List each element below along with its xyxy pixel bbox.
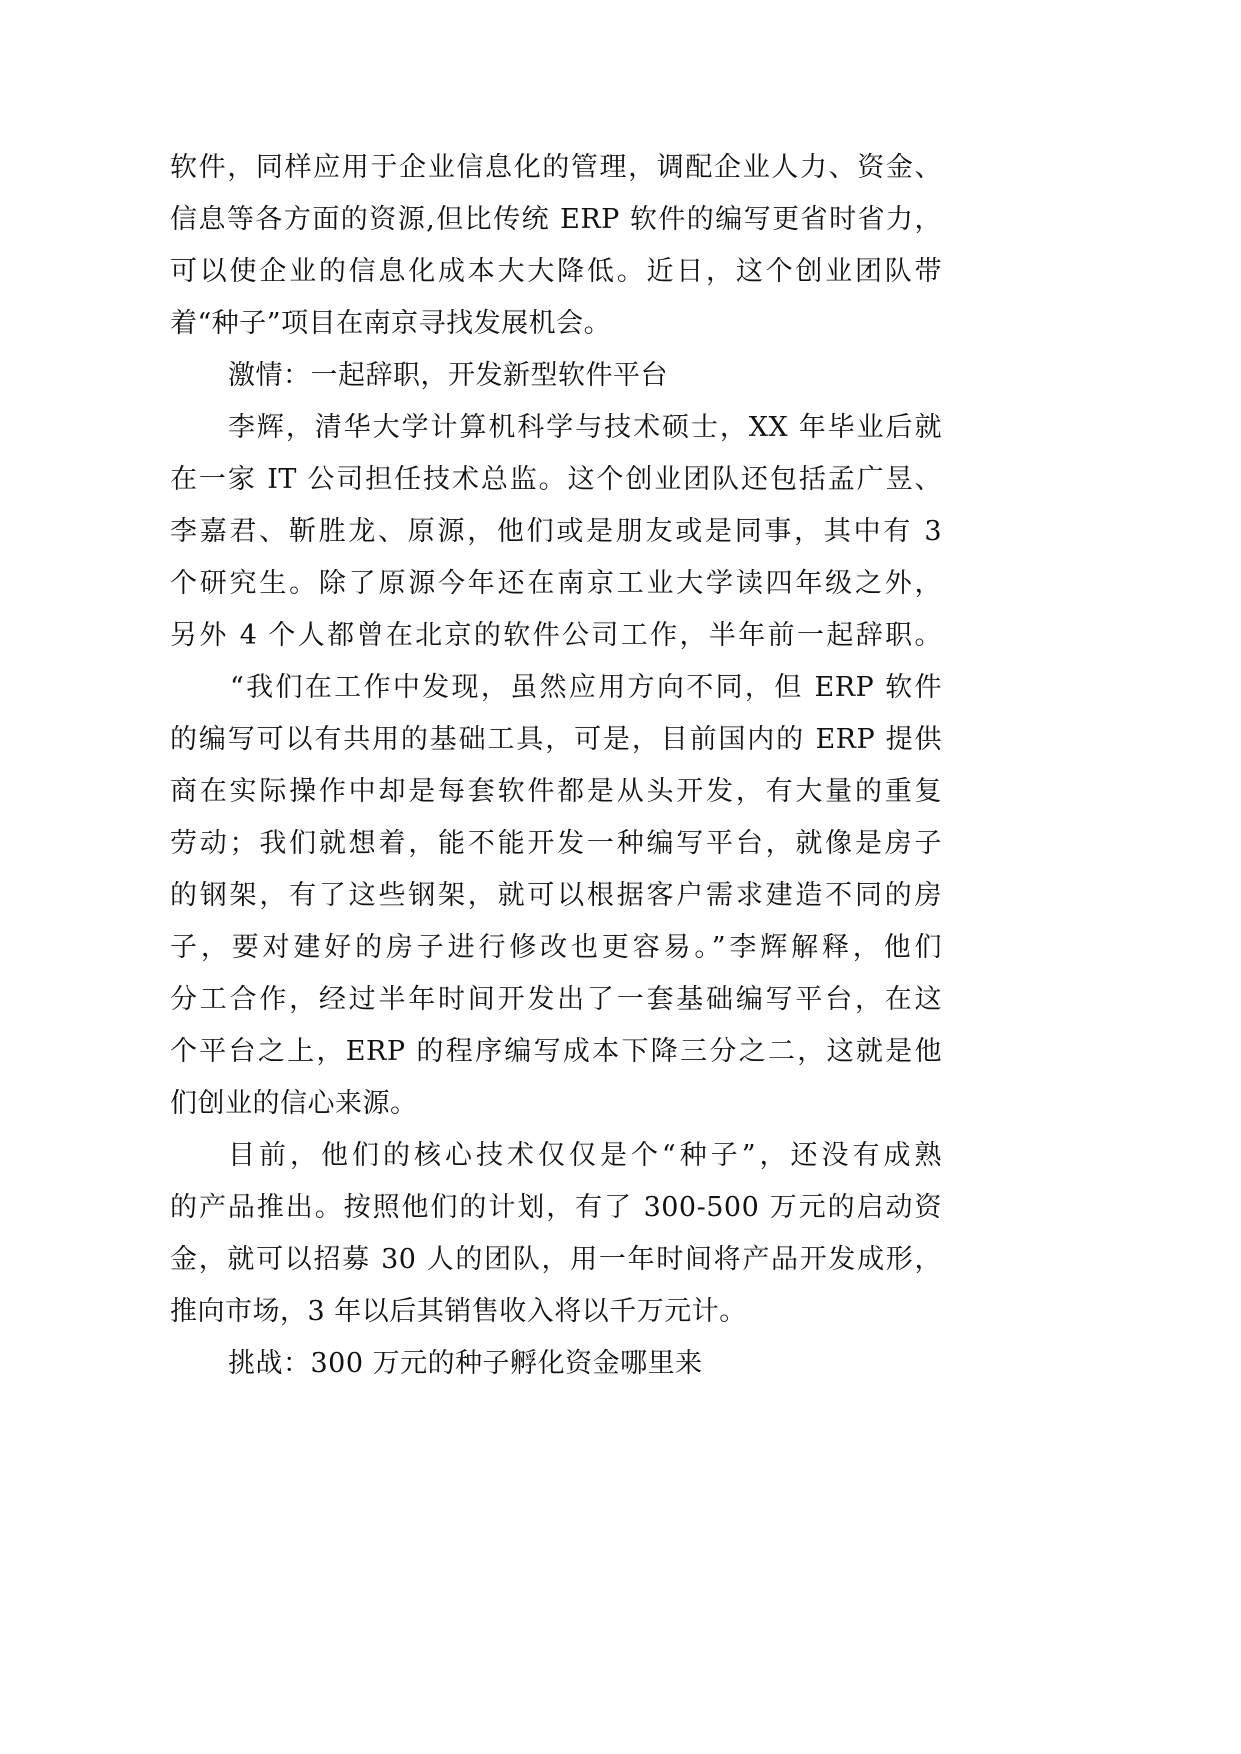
text-line: 分工合作，经过半年时间开发出了一套基础编写平台，在这 <box>170 984 942 1015</box>
text-line: 的钢架，有了这些钢架，就可以根据客户需求建造不同的房 <box>170 880 942 911</box>
text-line: “我们在工作中发现，虽然应用方向不同，但 ERP 软件 <box>230 672 942 703</box>
paragraph-quote <box>170 662 942 1130</box>
text-line: 金，就可以招募 30 人的团队，用一年时间将产品开发成形， <box>170 1244 942 1275</box>
text-line: 子，要对建好的房子进行修改也更容易。”李辉解释，他们 <box>170 932 942 963</box>
text-line: 李辉，清华大学计算机科学与技术硕士，XX 年毕业后就 <box>228 412 942 443</box>
section-heading-text: 激情：一起辞职，开发新型软件平台 <box>228 360 668 391</box>
text-line: 软件，同样应用于企业信息化的管理，调配企业人力、资金、 <box>170 152 942 183</box>
text-line: 信息等各方面的资源,但比传统 ERP 软件的编写更省时省力， <box>170 204 942 235</box>
text-line: 着“种子”项目在南京寻找发展机会。 <box>170 308 612 339</box>
text-line: 李嘉君、靳胜龙、原源，他们或是朋友或是同事，其中有 3 <box>170 516 942 547</box>
text-line: 目前，他们的核心技术仅仅是个“种子”，还没有成熟 <box>228 1140 942 1171</box>
paragraph-plan <box>170 1130 942 1338</box>
section-heading-challenge <box>170 1338 942 1390</box>
text-line: 劳动；我们就想着，能不能开发一种编写平台，就像是房子 <box>170 828 942 859</box>
text-line: 另外 4 个人都曾在北京的软件公司工作，半年前一起辞职。 <box>170 620 942 651</box>
section-heading-passion <box>170 350 942 402</box>
paragraph-intro-continued <box>170 142 942 350</box>
article-body <box>170 142 942 1390</box>
text-line: 商在实际操作中却是每套软件都是从头开发，有大量的重复 <box>170 776 942 807</box>
text-line: 的编写可以有共用的基础工具，可是，目前国内的 ERP 提供 <box>170 724 942 755</box>
text-line: 的产品推出。按照他们的计划，有了 300-500 万元的启动资 <box>170 1192 942 1223</box>
text-line: 个研究生。除了原源今年还在南京工业大学读四年级之外， <box>170 568 942 599</box>
section-heading-text: 挑战：300 万元的种子孵化资金哪里来 <box>228 1348 703 1379</box>
text-line: 个平台之上，ERP 的程序编写成本下降三分之二，这就是他 <box>170 1036 942 1067</box>
text-line: 们创业的信心来源。 <box>170 1088 418 1119</box>
paragraph-team <box>170 402 942 662</box>
text-line: 推向市场，3 年以后其销售收入将以千万元计。 <box>170 1296 747 1327</box>
text-line: 在一家 IT 公司担任技术总监。这个创业团队还包括孟广昱、 <box>170 464 942 495</box>
text-line: 可以使企业的信息化成本大大降低。近日，这个创业团队带 <box>170 256 942 287</box>
